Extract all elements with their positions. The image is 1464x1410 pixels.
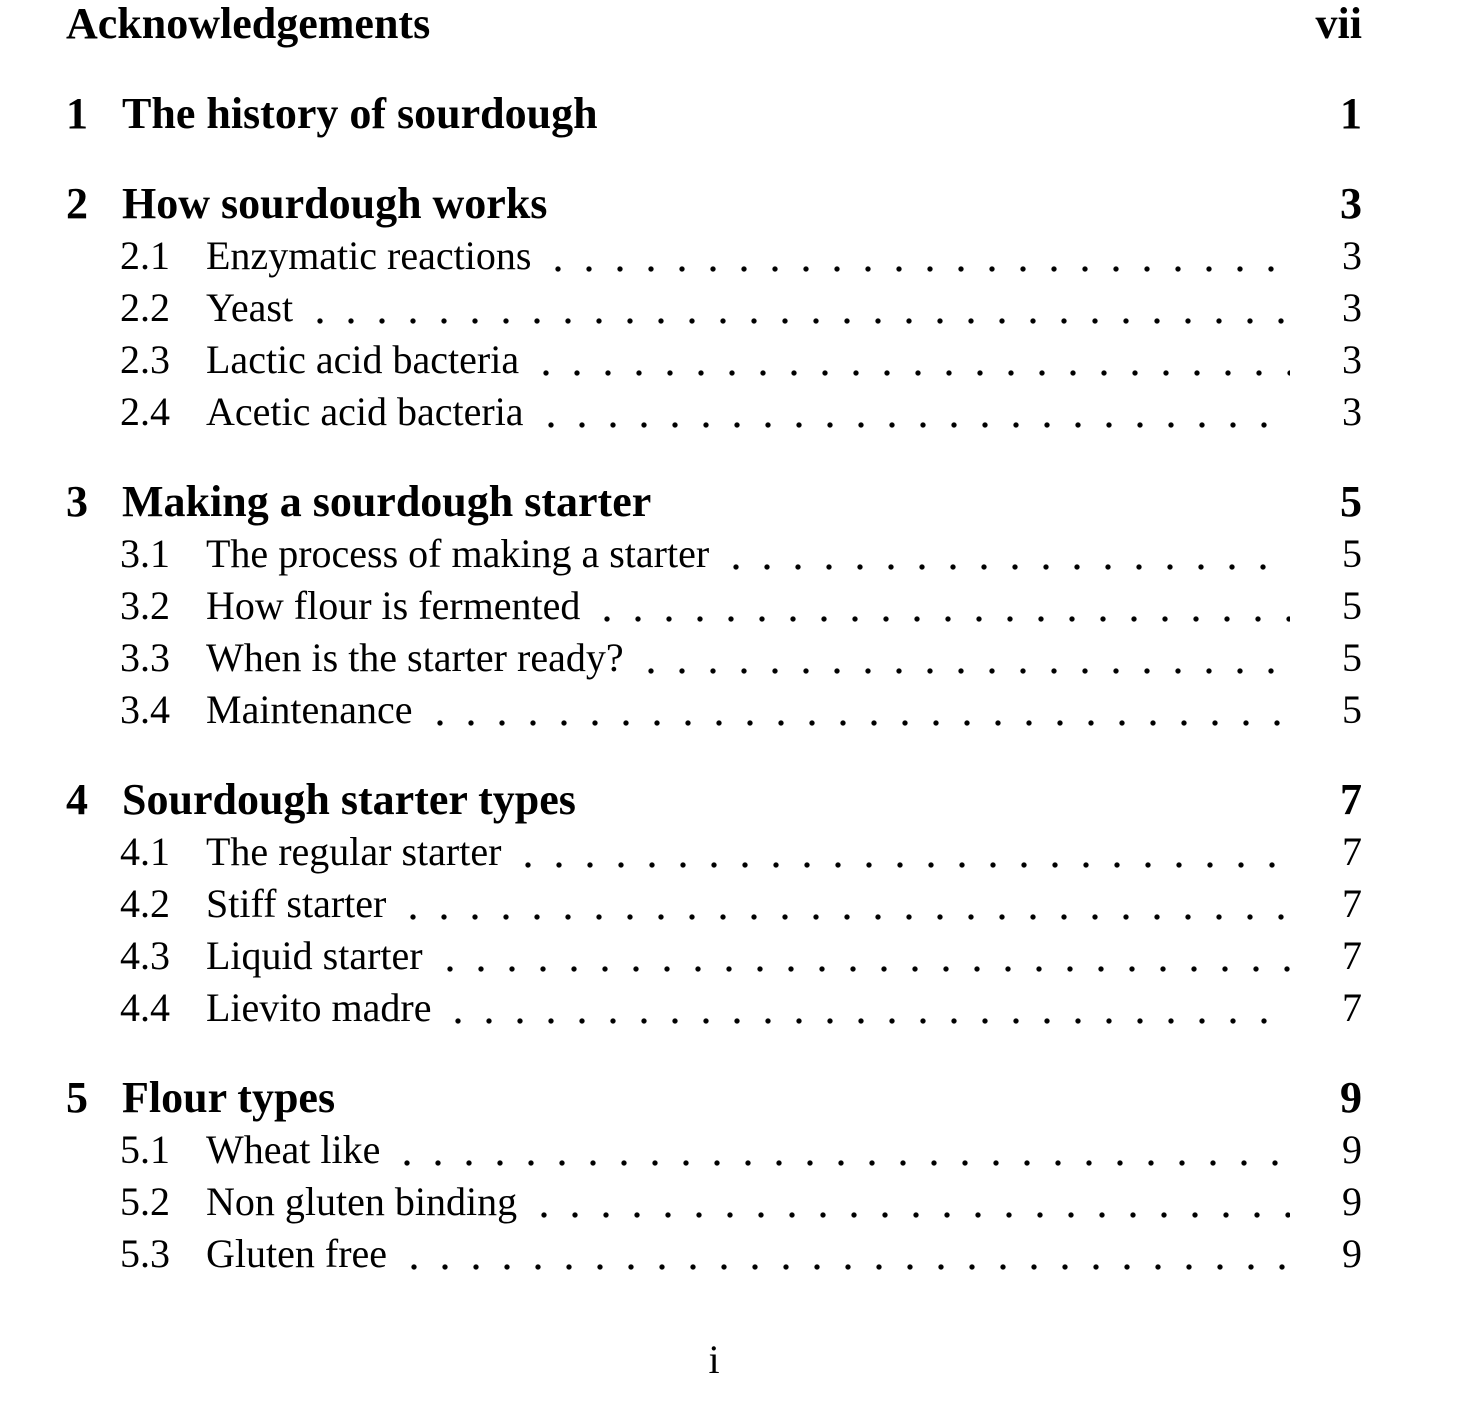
section-page-number: 9 bbox=[1342, 1127, 1362, 1172]
section-title: Lievito madre bbox=[206, 985, 432, 1030]
section-title: Lactic acid bacteria bbox=[206, 337, 520, 382]
toc-section-entry[interactable] bbox=[66, 1228, 1362, 1280]
dot-leader bbox=[592, 580, 1290, 632]
toc-entries bbox=[66, 0, 1362, 1280]
toc-chapter-entry[interactable] bbox=[66, 476, 1362, 528]
section-number: 2.3 bbox=[120, 337, 170, 382]
toc-section-entry[interactable] bbox=[66, 632, 1362, 684]
section-title: Stiff starter bbox=[206, 881, 387, 926]
dot-leader bbox=[443, 982, 1290, 1034]
section-number: 3.2 bbox=[120, 583, 170, 628]
page-footer bbox=[66, 1337, 1362, 1382]
section-number: 4.4 bbox=[120, 985, 170, 1030]
section-number: 3.3 bbox=[120, 635, 170, 680]
dot-leader bbox=[398, 878, 1290, 930]
section-number: 2.2 bbox=[120, 285, 170, 330]
section-title: Maintenance bbox=[206, 687, 413, 732]
chapter-page-number: 9 bbox=[1340, 1073, 1362, 1122]
chapter-number: 1 bbox=[66, 89, 88, 138]
chapter-title: Flour types bbox=[122, 1073, 336, 1122]
chapter-title: The history of sourdough bbox=[122, 89, 598, 138]
section-number: 4.3 bbox=[120, 933, 170, 978]
section-number: 3.1 bbox=[120, 531, 170, 576]
dot-leader bbox=[543, 230, 1290, 282]
toc-section-entry[interactable] bbox=[66, 878, 1362, 930]
section-page-number: 5 bbox=[1342, 635, 1362, 680]
chapter-title: Making a sourdough starter bbox=[122, 477, 652, 526]
section-page-number: 3 bbox=[1342, 389, 1362, 434]
dot-leader bbox=[513, 826, 1290, 878]
section-page-number: 7 bbox=[1342, 933, 1362, 978]
section-number: 3.4 bbox=[120, 687, 170, 732]
table-of-contents bbox=[66, 0, 1362, 1280]
toc-chapter-entry[interactable] bbox=[66, 0, 1362, 50]
section-title: Yeast bbox=[206, 285, 294, 330]
section-title: Acetic acid bacteria bbox=[206, 389, 524, 434]
chapter-title: Acknowledgements bbox=[66, 0, 431, 48]
dot-leader bbox=[399, 1228, 1290, 1280]
section-title: Enzymatic reactions bbox=[206, 233, 532, 278]
section-number: 4.1 bbox=[120, 829, 170, 874]
toc-section-entry[interactable] bbox=[66, 826, 1362, 878]
section-title: Wheat like bbox=[206, 1127, 381, 1172]
section-page-number: 3 bbox=[1342, 337, 1362, 382]
toc-section-entry[interactable] bbox=[66, 230, 1362, 282]
section-page-number: 5 bbox=[1342, 583, 1362, 628]
section-title: How flour is fermented bbox=[206, 583, 581, 628]
dot-leader bbox=[531, 334, 1290, 386]
section-number: 5.2 bbox=[120, 1179, 170, 1224]
dot-leader bbox=[636, 632, 1290, 684]
section-number: 2.4 bbox=[120, 389, 170, 434]
chapter-page-number: 1 bbox=[1340, 89, 1362, 138]
section-title: The process of making a starter bbox=[206, 531, 710, 576]
section-page-number: 9 bbox=[1342, 1179, 1362, 1224]
section-number: 5.1 bbox=[120, 1127, 170, 1172]
section-page-number: 9 bbox=[1342, 1231, 1362, 1276]
section-number: 2.1 bbox=[120, 233, 170, 278]
toc-chapter-entry[interactable] bbox=[66, 1072, 1362, 1124]
toc-section-entry[interactable] bbox=[66, 930, 1362, 982]
chapter-number: 3 bbox=[66, 477, 88, 526]
section-title: When is the starter ready? bbox=[206, 635, 624, 680]
section-title: Gluten free bbox=[206, 1231, 388, 1276]
chapter-page-number: 5 bbox=[1340, 477, 1362, 526]
toc-chapter-entry[interactable] bbox=[66, 178, 1362, 230]
dot-leader bbox=[536, 386, 1290, 438]
dot-leader bbox=[425, 684, 1290, 736]
section-title: Non gluten binding bbox=[206, 1179, 518, 1224]
section-page-number: 7 bbox=[1342, 881, 1362, 926]
section-number: 5.3 bbox=[120, 1231, 170, 1276]
toc-section-entry[interactable] bbox=[66, 580, 1362, 632]
toc-section-entry[interactable] bbox=[66, 334, 1362, 386]
toc-chapter-entry[interactable] bbox=[66, 774, 1362, 826]
dot-leader bbox=[305, 282, 1290, 334]
folio-page-number: i bbox=[708, 1337, 720, 1382]
section-page-number: 5 bbox=[1342, 687, 1362, 732]
section-page-number: 7 bbox=[1342, 985, 1362, 1030]
chapter-page-number: 3 bbox=[1340, 179, 1362, 228]
chapter-page-number: vii bbox=[1315, 0, 1362, 48]
chapter-number: 2 bbox=[66, 179, 88, 228]
toc-section-entry[interactable] bbox=[66, 386, 1362, 438]
toc-section-entry[interactable] bbox=[66, 528, 1362, 580]
dot-leader bbox=[721, 528, 1290, 580]
section-page-number: 3 bbox=[1342, 285, 1362, 330]
dot-leader bbox=[392, 1124, 1290, 1176]
chapter-page-number: 7 bbox=[1340, 775, 1362, 824]
section-page-number: 3 bbox=[1342, 233, 1362, 278]
section-title: Liquid starter bbox=[206, 933, 423, 978]
toc-section-entry[interactable] bbox=[66, 1176, 1362, 1228]
section-page-number: 5 bbox=[1342, 531, 1362, 576]
dot-leader bbox=[529, 1176, 1290, 1228]
toc-section-entry[interactable] bbox=[66, 1124, 1362, 1176]
toc-section-entry[interactable] bbox=[66, 982, 1362, 1034]
chapter-number: 4 bbox=[66, 775, 88, 824]
toc-section-entry[interactable] bbox=[66, 684, 1362, 736]
dot-leader bbox=[435, 930, 1290, 982]
section-title: The regular starter bbox=[206, 829, 502, 874]
section-page-number: 7 bbox=[1342, 829, 1362, 874]
chapter-title: How sourdough works bbox=[122, 179, 548, 228]
chapter-number: 5 bbox=[66, 1073, 88, 1122]
section-number: 4.2 bbox=[120, 881, 170, 926]
toc-section-entry[interactable] bbox=[66, 282, 1362, 334]
toc-chapter-entry[interactable] bbox=[66, 88, 1362, 140]
chapter-title: Sourdough starter types bbox=[122, 775, 576, 824]
